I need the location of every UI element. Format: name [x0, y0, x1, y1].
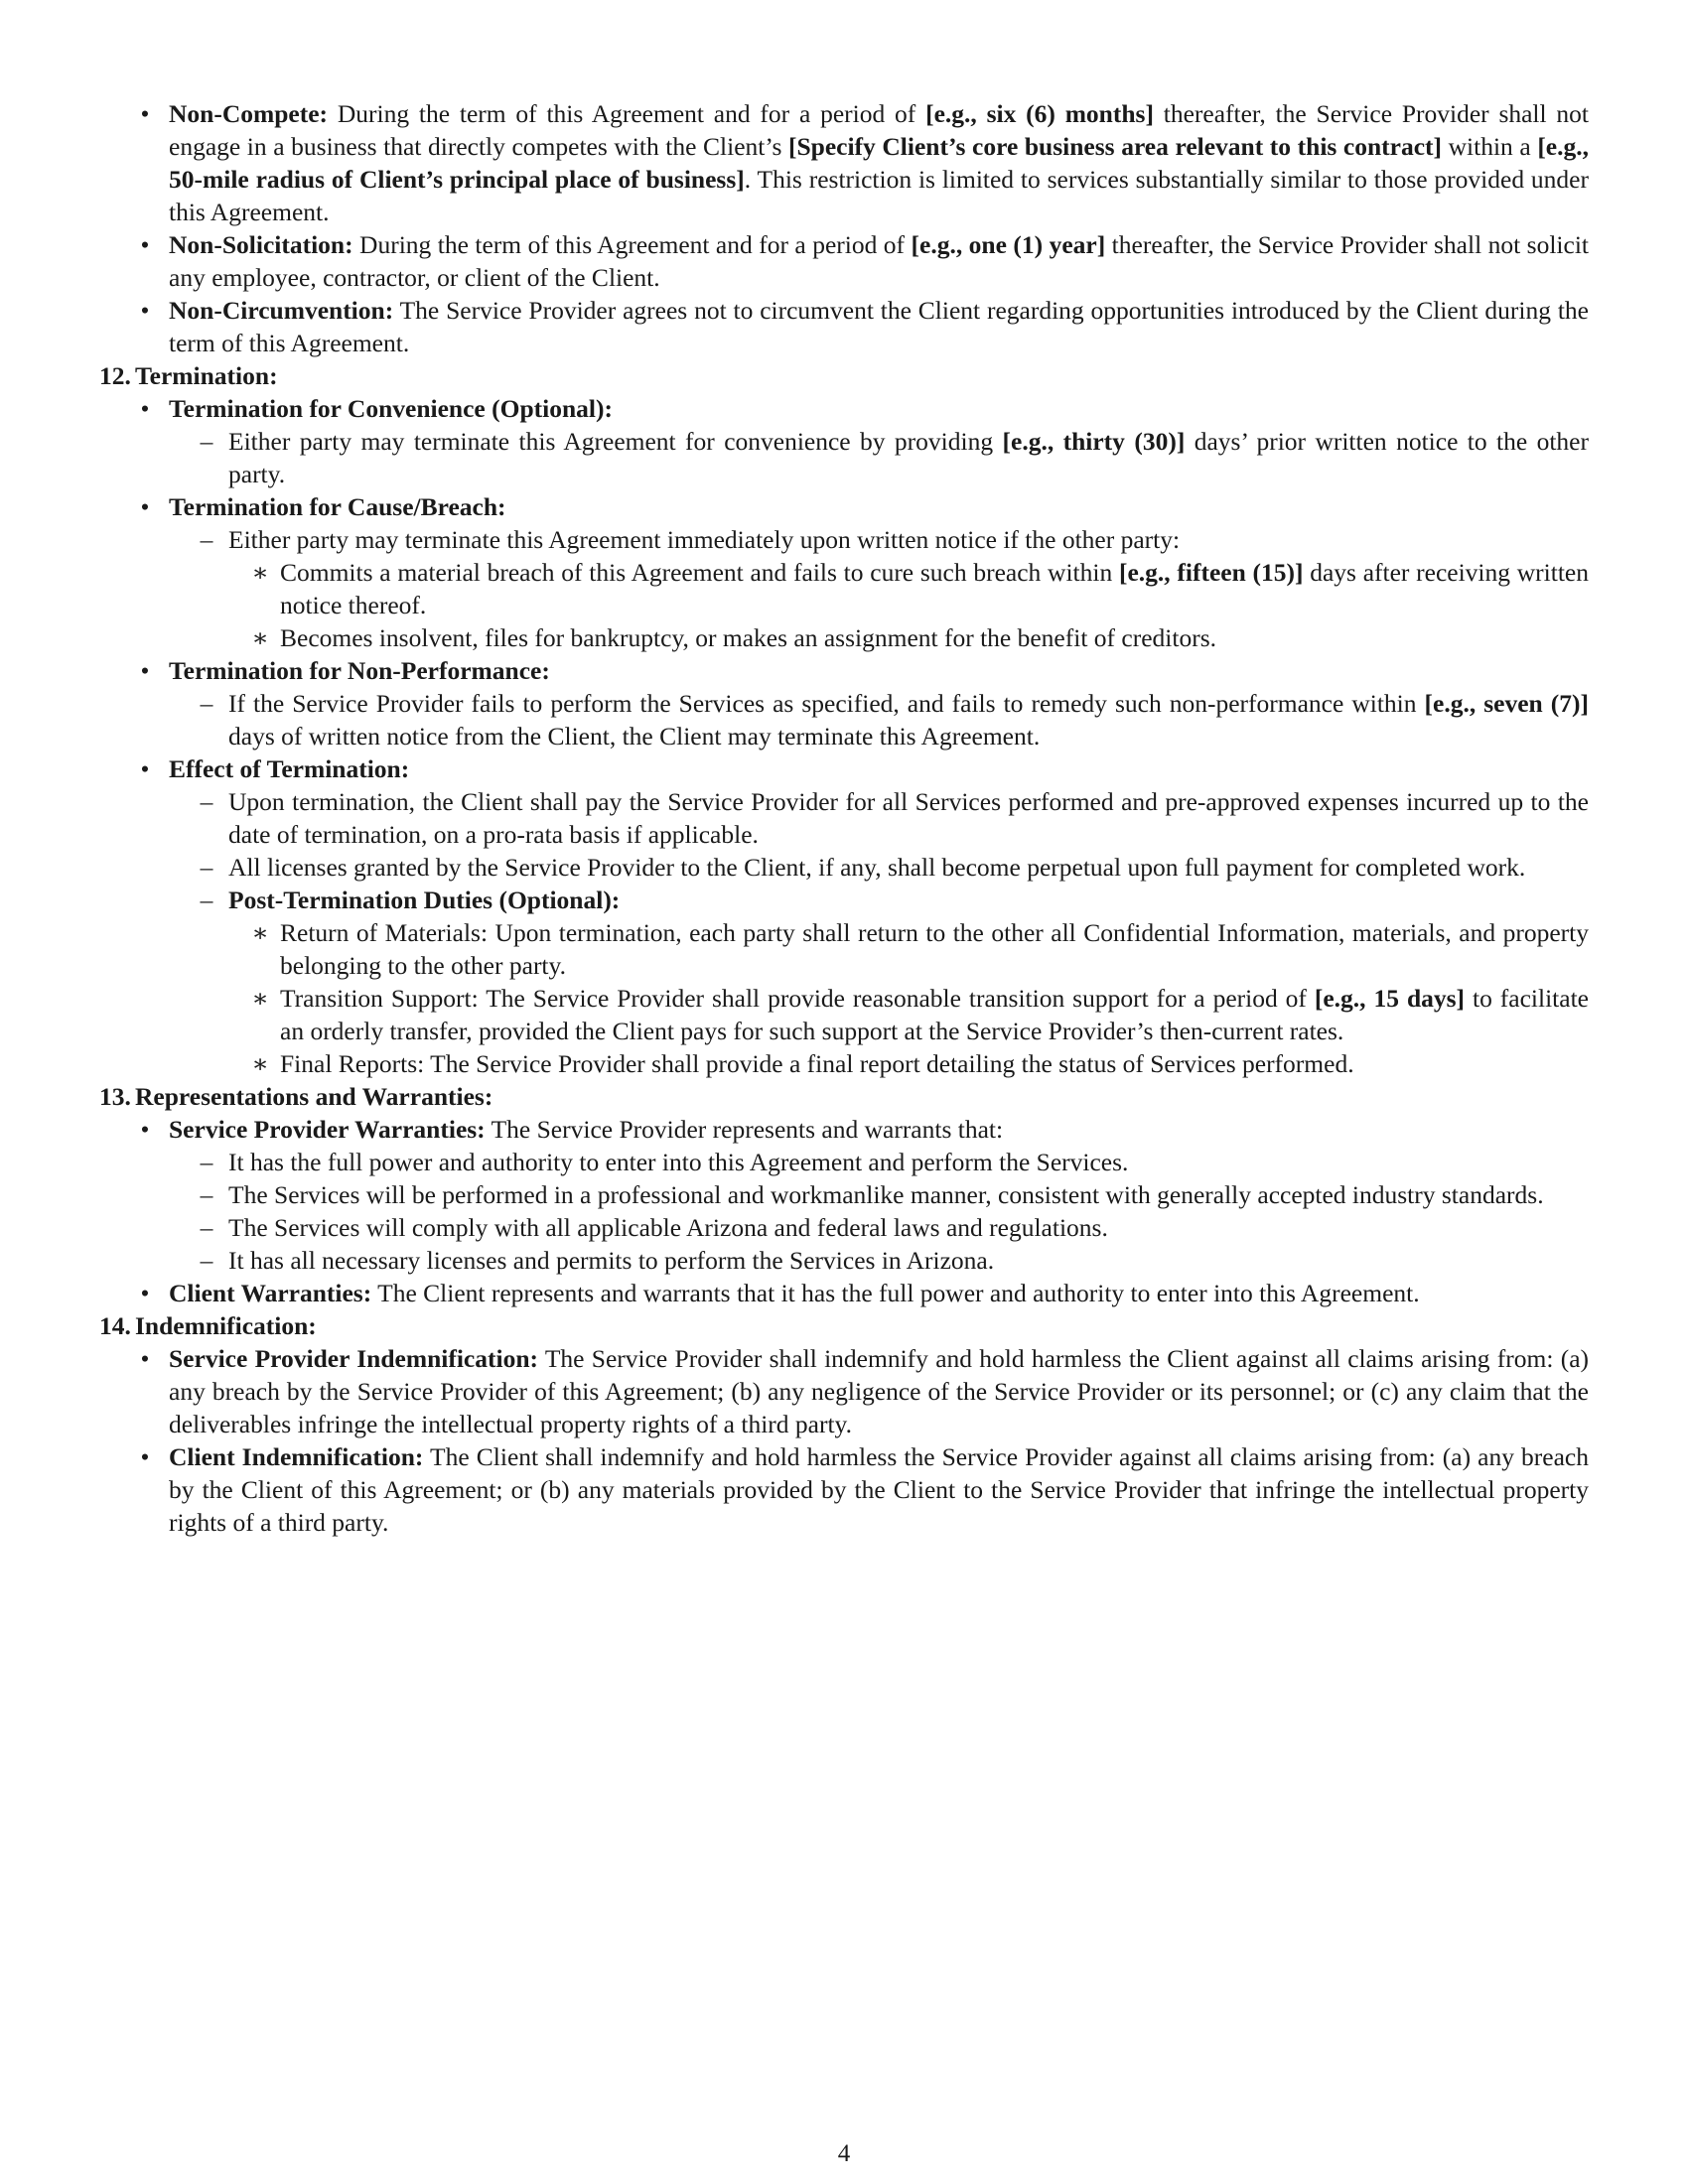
termination-convenience-title: • Termination for Convenience (Optional):: [99, 392, 1589, 425]
termination-cause-breach: ∗ Commits a material breach of this Agreement and fails to cure such breach within [e.g., fifteen (15)] days after receiving written notice thereof.: [251, 558, 1589, 619]
bullet-marker: •: [140, 1279, 150, 1307]
termination-effect-payment: – Upon termination, the Client shall pay the Service Provider for all Services performed and pre-approved expenses incurred up to the date of termination, on a pro-rata basis if applicable.: [99, 785, 1589, 851]
sp-warranties-clause: • Service Provider Warranties: The Service Provider represents and warrants that:: [99, 1113, 1589, 1146]
bullet-marker: •: [140, 296, 150, 325]
termination-effect-title: • Effect of Termination:: [99, 752, 1589, 785]
bullet-marker: •: [140, 492, 150, 521]
section-heading-warranties: 13. Representations and Warranties:: [99, 1082, 493, 1111]
dash-marker: –: [200, 1148, 213, 1176]
non-circumvention-clause: • Non-Circumvention: The Service Provider agrees not to circumvent the Client regarding opportunities introduced by the Client during the term of this Agreement.: [99, 294, 1589, 359]
clause-title: Non-Solicitation:: [169, 230, 353, 259]
post-termination-transition: ∗ Transition Support: The Service Provider shall provide reasonable transition support for a period of [e.g., 15 days] to facilitate an orderly transfer, provided the Client pays for such support at the Service Provider’s then-current rates.: [251, 984, 1589, 1045]
bullet-marker: •: [140, 99, 150, 128]
termination-nonperformance-item: – If the Service Provider fails to perform the Services as specified, and fails to remedy such non-performance within [e.g., seven (7)] days of written notice from the Client, the Client may terminate this Agreement.: [99, 687, 1589, 752]
clause-title: Non-Circumvention:: [169, 296, 394, 325]
bullet-marker: •: [140, 230, 150, 259]
section-heading-termination: 12. Termination:: [99, 361, 278, 390]
termination-cause-intro: – Either party may terminate this Agreement immediately upon written notice if the other party:: [99, 523, 1589, 556]
dash-marker: –: [200, 1180, 213, 1209]
dash-marker: –: [200, 787, 213, 816]
sp-warranty-item: – The Services will comply with all applicable Arizona and federal laws and regulations.: [99, 1211, 1589, 1244]
post-termination-return: ∗ Return of Materials: Upon termination, each party shall return to the other all Confidential Information, materials, and property belonging to the other party.: [251, 918, 1589, 980]
post-termination-reports: ∗ Final Reports: The Service Provider shall provide a final report detailing the status of Services performed.: [251, 1049, 1354, 1078]
client-warranties-clause: • Client Warranties: The Client represents and warrants that it has the full power and authority to enter into this Agreement.: [99, 1277, 1589, 1309]
termination-effect-licenses: – All licenses granted by the Service Provider to the Client, if any, shall become perpetual upon full payment for completed work.: [99, 851, 1589, 884]
bullet-marker: •: [140, 394, 150, 423]
star-marker: ∗: [251, 984, 269, 1013]
termination-cause-insolvency: ∗ Becomes insolvent, files for bankruptcy, or makes an assignment for the benefit of creditors.: [251, 623, 1216, 652]
dash-marker: –: [200, 689, 213, 718]
bullet-marker: •: [140, 1344, 150, 1373]
bullet-marker: •: [140, 1442, 150, 1471]
dash-marker: –: [200, 525, 213, 554]
dash-marker: –: [200, 1213, 213, 1242]
dash-marker: –: [200, 427, 213, 456]
sp-warranty-item: – The Services will be performed in a professional and workmanlike manner, consistent with generally accepted industry standards.: [99, 1178, 1589, 1211]
dash-marker: –: [200, 853, 213, 882]
client-indemnification-clause: • Client Indemnification: The Client shall indemnify and hold harmless the Service Provider against all claims arising from: (a) any breach by the Client of this Agreement; or (b) any materials provided by the Client to the Service Provider that infringe the intellectual property rights of a third party.: [99, 1440, 1589, 1539]
termination-nonperformance-title: • Termination for Non-Performance:: [99, 654, 1589, 687]
post-termination-title: – Post-Termination Duties (Optional):: [99, 884, 1589, 916]
section-number: 14.: [99, 1311, 131, 1340]
star-marker: ∗: [251, 623, 269, 652]
termination-cause-title: • Termination for Cause/Breach:: [99, 490, 1589, 523]
clause-title: Non-Compete:: [169, 99, 329, 128]
bullet-marker: •: [140, 656, 150, 685]
dash-marker: –: [200, 886, 213, 914]
non-compete-clause: • Non-Compete: During the term of this Agreement and for a period of [e.g., six (6) months] thereafter, the Service Provider shall not engage in a business that directly competes with the Client’s [Specify Client’s core business area relevant to this contract] within a [e.g., 50-mile radius of Client’s principal place of business]. This restriction is limited to services substantially similar to those provided under this Agreement.: [99, 97, 1589, 228]
bullet-marker: •: [140, 754, 150, 783]
dash-marker: –: [200, 1246, 213, 1275]
star-marker: ∗: [251, 558, 269, 587]
section-number: 13.: [99, 1082, 131, 1111]
termination-convenience-item: – Either party may terminate this Agreement for convenience by providing [e.g., thirty (30)] days’ prior written notice to the other party.: [99, 425, 1589, 490]
section-number: 12.: [99, 361, 131, 390]
bullet-marker: •: [140, 1115, 150, 1144]
page-number: 4: [837, 2140, 851, 2167]
non-solicitation-clause: • Non-Solicitation: During the term of this Agreement and for a period of [e.g., one (1) year] thereafter, the Service Provider shall not solicit any employee, contractor, or client of the Client.: [99, 228, 1589, 294]
section-heading-indemnification: 14. Indemnification:: [99, 1311, 317, 1340]
sp-warranty-item: – It has the full power and authority to enter into this Agreement and perform the Services.: [99, 1146, 1589, 1178]
sp-warranty-item: – It has all necessary licenses and permits to perform the Services in Arizona.: [99, 1244, 1589, 1277]
star-marker: ∗: [251, 918, 269, 947]
document-page: [99, 97, 1589, 1539]
sp-indemnification-clause: • Service Provider Indemnification: The Service Provider shall indemnify and hold harmless the Client against all claims arising from: (a) any breach by the Service Provider of this Agreement; (b) any negligence of the Service Provider or its personnel; or (c) any claim that the deliverables infringe the intellectual property rights of a third party.: [99, 1342, 1589, 1440]
star-marker: ∗: [251, 1049, 269, 1078]
